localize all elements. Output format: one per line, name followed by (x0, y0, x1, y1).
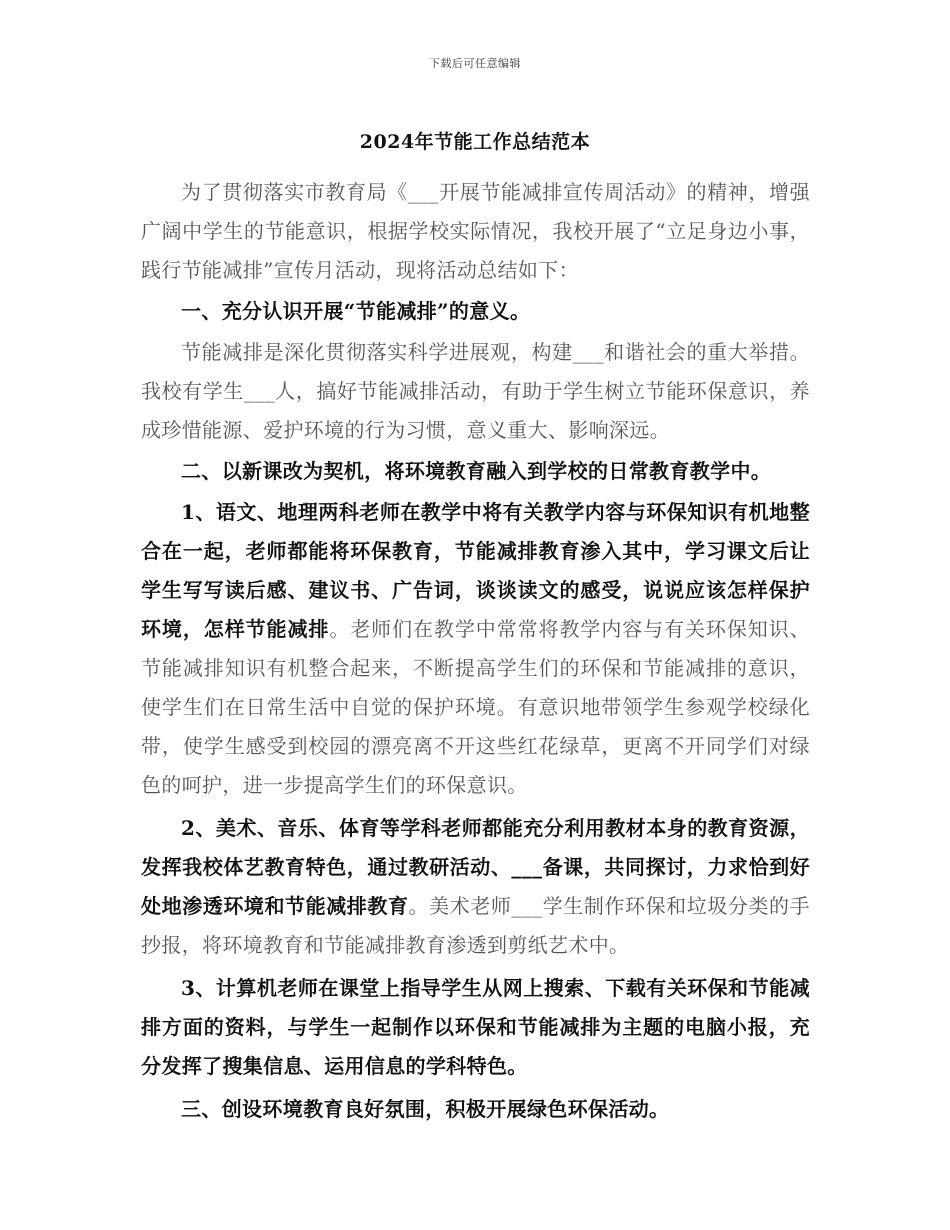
paragraph-arts-music-pe-rest: 。美术老师___学生制作环保和垃圾分类的手抄报，将环境教育和节能减排教育渗透到剪纸艺术中。 (141, 894, 810, 957)
document-body (141, 173, 810, 1131)
paragraph-chinese-geography-bold: 1、语文、地理两科老师在教学中将有关教学内容与环保知识有机地整合在一起，老师都能将环保教育，节能减排教育渗入其中，学习课文后让学生写写读后感、建议书、广告词，谈谈读文的感受，说说应该怎样保护环境，怎样节能减排 (141, 500, 810, 641)
intro-paragraph: 为了贯彻落实市教育局《___开展节能减排宣传周活动》的精神，增强广阔中学生的节能意识，根据学校实际情况，我校开展了“立足身边小事，践行节能减排”宣传月活动，现将活动总结如下： (141, 180, 810, 282)
document-title: 2024年节能工作总结范本 (359, 131, 591, 153)
paragraph-chinese-geography (141, 493, 810, 805)
header-note: 下载后可任意编辑 (429, 57, 521, 70)
section-heading-2: 二、以新课改为契机，将环境教育融入到学校的日常教育教学中。 (181, 459, 772, 483)
paragraph-chinese-geography-rest: 。老师们在教学中常常将教学内容与有关环保知识、节能减排知识有机整合起来，不断提高学生们的环保和节能减排的意识，使学生们在日常生活中自觉的保护环境。有意识地带领学生参观学校绿化带，使学生感受到校园的漂亮离不开这些红花绿草，更离不开同学们对绿色的呵护，进一步提高学生们的环保意识。 (141, 617, 810, 797)
paragraph-arts-music-pe (141, 809, 810, 965)
paragraph-arts-music-pe-bold: 2、美术、音乐、体育等学科老师都能充分利用教材本身的教育资源，发挥我校体艺教育特色，通过教研活动、___备课，共同探讨，力求恰到好处地渗透环境和节能减排教育 (141, 816, 810, 918)
section-heading-1: 一、充分认识开展“节能减排”的意义。 (181, 299, 531, 323)
paragraph-computer: 3、计算机老师在课堂上指导学生从网上搜索、下载有关环保和节能减排方面的资料，与学生一起制作以环保和节能减排为主题的电脑小报，充分发挥了搜集信息、运用信息的学科特色。 (141, 976, 810, 1078)
paragraph-significance: 节能减排是深化贯彻落实科学进展观，构建___和谐社会的重大举措。我校有学生___人，搞好节能减排活动，有助于学生树立节能环保意识，养成珍惜能源、爱护环境的行为习惯，意义重大、影响深远。 (141, 340, 810, 442)
section-heading-3: 三、创设环境教育良好氛围，积极开展绿色环保活动。 (181, 1097, 670, 1121)
